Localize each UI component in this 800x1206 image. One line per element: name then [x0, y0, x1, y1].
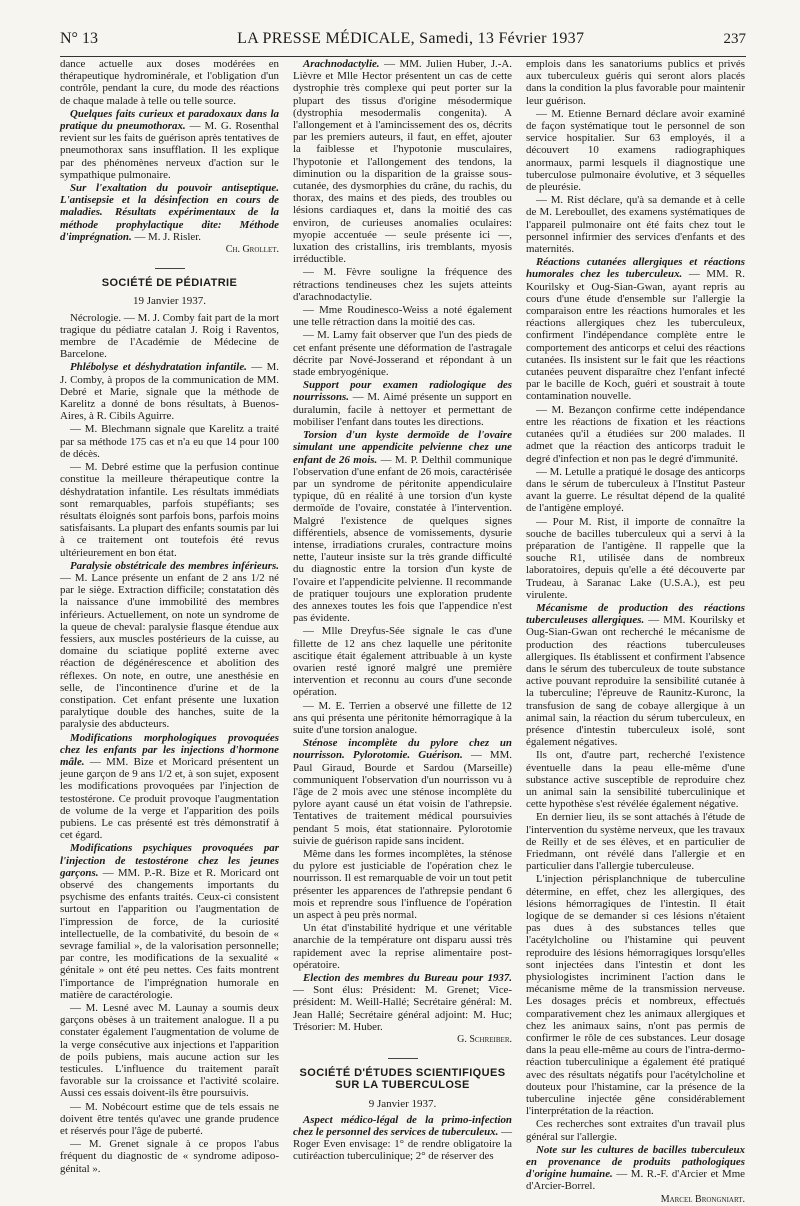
column-2 — [293, 58, 512, 1163]
paragraph-title: Note sur les cultures de bacilles tuberculeux en provenance de produits pathologiques d'origine humaine. — [526, 1143, 745, 1181]
paragraph — [293, 58, 512, 265]
paragraph — [60, 842, 279, 1001]
paragraph-text: — MM. Paul Giraud, Bourde et Sardou (Marseille) communiquent l'observation d'un nourrisson vu à l'âge de 2 mois avec une sténose incomplète du pylore ayant causé un état voisin de l'athrepsie. Tentatives de traitement médical poursuivies pendant 5 mois, état stationnaire. Pylorotomie suivie de guérison rapide sans incident. — [293, 749, 512, 847]
column-1 — [60, 58, 280, 1175]
paragraph — [293, 379, 512, 428]
paragraph-text: — M. J. Comby, à propos de la communication de MM. Debré et Marie, signale que la méthode de Karelitz a donné de bons résultats, à Buenos-Aires, à R. Cibils Aguirre. — [60, 361, 280, 423]
paragraph — [293, 429, 512, 624]
paragraph-title: Phlébolyse et déshydratation infantile. — [70, 361, 247, 374]
paragraph-text: — M. Aimé présente un support en duralumin, facile à nettoyer et permettant de mobiliser l'enfant dans toutes les directions. — [293, 391, 512, 428]
signature: G. Schreiber. — [457, 1034, 512, 1046]
paragraph: — M. Bezançon confirme cette indépendance entre les réactions de fixation et les réactions cutanées qu'il a étudiées sur 200 malades. Il admet que la réaction des anticorps traduit le degré d'infection et non pas le degré d'immunité. — [526, 403, 745, 465]
issue-number: N° 13 — [60, 30, 98, 47]
section-date: 19 Janvier 1937. — [132, 295, 206, 308]
signature: Ch. Grollet. — [225, 244, 279, 256]
paragraph: emplois dans les sanatoriums publics et privés aux tuberculeux guéris qui seront alors placés dans la condition la plus favorable pour maintenir leur guérison. — [526, 58, 745, 107]
journal-title: LA PRESSE MÉDICALE, Samedi, 13 Février 1937 — [237, 30, 585, 47]
paragraph: — M. E. Terrien a observé une fillette de 12 ans qui présenta une péritonite hémorragique à la suite d'une torsion analogue. — [293, 699, 512, 736]
paragraph — [526, 1144, 745, 1193]
paragraph-text: — M. Lance présente un enfant de 2 ans 1/2 né par le siège. Extraction difficile; constatation dès la naissance d'une immobilité des membres inférieurs. Actuellement, on note un syndrome de la queue de cheval: paralysie flasque étendue aux fessiers, aux muscles postérieurs de la cuisse, au domaine du sciatique poplité externe avec réaction de dégénérescence et abolition des réflexes. On note, en outre, une anesthésie en selle, de l'incontinence d'urine et de la constipation. Cet enfant présente une luxation paralytique double des hanches, suite de la paralysie des abducteurs. — [60, 571, 279, 731]
paragraph: Nécrologie. — M. J. Comby fait part de la mort tragique du pédiatre catalan J. Roig i Raventos, membre de l'Académie de Médecine de Barcelone. — [60, 311, 279, 361]
paragraph-text: — MM. Kourilsky et Oug-Sian-Gwan ont recherché le mécanisme de production des réactions tuberculeuses allergiques. Ils établissent et confirment l'absence dans le sérum des tuberculeux de toute substance active pouvant reproduire la sensibilité cutanée à la tuberculine; l'épreuve de Raunitz-Kuronc, la transfusion de sang de cobaye allergique à un animal sain, la réaction du sérum tuberculeux, en présence d'intestin tuberculeux isolé, sont également négatives. — [526, 614, 746, 749]
paragraph: — Pour M. Rist, il importe de connaître la souche de bacilles tuberculeux qui a servi à la préparation de l'antigène. Il rappelle que la souche R1, utilisée dans de nombreux laboratoires, depuis qu'elle a été découverte par Trudeau, à Saranac Lake (U.S.A.), est peu virulente. — [526, 515, 745, 601]
paragraph-text: — M. P. Delthil communique l'observation d'une enfant de 26 mois, caractérisée par un syndrome de péritonite appendiculaire typique, dû en réalité à une torsion d'un kyste dermoïde de l'ovaire, constatée à l'intervention. Malgré l'existence de quelques signes différentiels, absence de vomissements, dysurie intense, irradiations crurales, contracture moins nette, l'auteur insiste sur la très grande difficulté du diagnostic entre la torsion d'un kyste de l'ovaire et l'appendicite pelvienne. Il recommande de pratiquer toujours une exploration prudente des annexes toutes les fois que l'appendice n'est pas évidente. — [293, 453, 512, 625]
paragraph — [60, 361, 279, 422]
paragraph: — M. Debré estime que la perfusion continue constitue la meilleure thérapeutique contre la déshydratation infantile. Les résultats immédiats sont remarquables, parfois stupéfiants; ses résultats éloignés sont parfois bons, parfois moins satisfaisants. La plupart des enfants soumis par lui à ce traitement ont toutefois été revus ultérieurement en bon état. — [60, 461, 279, 559]
paragraph-title: Election des membres du Bureau pour 1937. — [303, 972, 512, 985]
paragraph-title: Quelques faits curieux et paradoxaux dans la pratique du pneumothorax. — [60, 107, 279, 133]
paragraph-text: — MM. P.-R. Bize et R. Moricard ont observé des changements importants du psychisme des enfants traités. Ceux-ci consistent surtout en l'apparition ou l'augmentation de l'impression de force, de la curiosité intellectuelle, de la combativité, du besoin de « sevrage familial », de la valorisation personnelle; par contre, les modifications de la sexualité « génitale » ont été peu nettes. Ces faits montrent l'importance de l'imprégnation humorale en matière de caractérologie. — [60, 866, 279, 1001]
paragraph: — M. Grenet signale à ce propos l'abus fréquent du diagnostic de « syndrome adiposo-génital ». — [60, 1138, 279, 1175]
paragraph: — M. Rist déclare, qu'à sa demande et à celle de M. Lereboullet, des examens systématiques de l'appareil pulmonaire ont été faits chez tout le personnel infirmier des services d'enfants et des maternités. — [526, 194, 745, 256]
paragraph — [526, 256, 745, 402]
paragraph — [60, 560, 279, 731]
paragraph: — M. Blechmann signale que Karelitz a traité par sa méthode 175 cas et n'a eu que 14 pour 100 de décès. — [60, 423, 279, 460]
paragraph: Ils ont, d'autre part, recherché l'existence éventuelle dans la peau elle-même d'une substance active susceptible de reproduire chez un animal sain la sensibilité tuberculinique et cette hypothèse s'est révélée également négative. — [526, 749, 745, 811]
paragraph: — M. Lesné avec M. Launay a soumis deux garçons obèses à un traitement analogue. Il a pu constater également l'augmentation de volume de la verge consécutive aux injections et l'apparition de poils pubiens, mais aucune action sur les testicules. L'influence du traitement paraît favorable sur la croissance et l'activité scolaire. Aussi ces essais doivent-ils être poursuivis. — [60, 1002, 279, 1100]
paragraph — [60, 108, 279, 181]
page-header — [60, 30, 746, 57]
paragraph: dance actuelle aux doses modérées en thérapeutique hydrominérale, et l'obligation d'un contrôle, pendant la cure, du mode des réactions de chaque malade à telle ou telle source. — [60, 58, 279, 107]
paragraph-text: — Sont élus: Président: M. Grenet; Vice-président: M. Weill-Hallé; Secrétaire général: M. Jean Hallé; Secrétaire général adjoint: M. Huc; Trésorier: M. Huber. — [293, 984, 512, 1033]
paragraph — [293, 1114, 512, 1163]
section-heading — [60, 268, 279, 289]
page-number: 237 — [723, 31, 746, 47]
section-title: SUR LA TUBERCULOSE — [335, 1079, 470, 1092]
paragraph-text: — MM. Bize et Moricard présentent un jeune garçon de 9 ans 1/2 et, à son sujet, exposent les modifications provoquées par l'injection de testostérone. Ce produit provoque l'augmentation de volume de la verge et l'apparition des poils pubiens. Le cas présenté est très démonstratif à cet égard. — [60, 755, 279, 842]
paragraph-title: Modifications morphologiques provoquées chez les enfants par les injections d'hormone mâle. — [60, 731, 279, 768]
paragraph-title: Sur l'exaltation du pouvoir antiseptique. L'antisepsie et la désinfection en cours de maladies. Résultats expérimentaux de la méthode prophylactique dite: Méthode d'imprégnation. — [60, 182, 279, 243]
paragraph: — Mme Roudinesco-Weiss a noté également une telle rétraction dans la moitié des cas. — [293, 304, 512, 329]
paragraph: — M. Nobécourt estime que de tels essais ne doivent être tentés qu'avec une grande prudence et réservés pour l'âge de puberté. — [60, 1100, 279, 1138]
paragraph-title: Support pour examen radiologique des nourrissons. — [293, 379, 512, 404]
paragraph: — M. Letulle a pratiqué le dosage des anticorps dans le sérum de tuberculeux à l'Institut Pasteur avant la guerre. Le résultat dépend de la qualité de l'antigène employé. — [526, 465, 745, 515]
paragraph-text: — M. R.-F. d'Arcier et Mme d'Arcier-Borrel. — [526, 1168, 745, 1193]
paragraph-text: — MM. R. Kourilsky et Oug-Sian-Gwan, ayant repris au cours d'une étude d'ensemble sur l'allergie la comparaison entre les réactions humorales et les réactions allergiques chez les tuberculeux, confirment l'indépendance complète entre le comportement des anticorps et celui des réactions cutanées. Ils insistent sur le fait que les réactions cutanées peuvent disparaître chez l'enfant infecté par le bacille de Koch, guéri et soustrait à toute contamination nouvelle. — [526, 268, 745, 403]
paragraph — [60, 732, 279, 842]
paragraph — [293, 737, 512, 847]
paragraph: En dernier lieu, ils se sont attachés à l'étude de l'intervention du système nerveux, que les travaux de Reilly et de ses élèves, et en particulier de Friedmann, ont révélé dans l'allergie et en particulier dans l'allergie tuberculeuse. — [526, 811, 745, 873]
paragraph: Même dans les formes incomplètes, la sténose du pylore est justiciable de l'opération chez le nourrisson. Il est remarquable de voir un tout petit présenter les apparences de l'athrepsie pendant 6 mois et reprendre sous l'influence de l'opération un aspect à peu près normal. — [293, 848, 512, 922]
paragraph-title: Modifications psychiques provoquées par l'injection de testostérone chez les jeunes garçons. — [60, 842, 279, 879]
paragraph-text: — MM. Julien Huber, J.-A. Lièvre et Mlle Hector présentent un cas de cette dystrophie très complexe qui peut porter sur la plupart des tissus d'origine mésodermique (dystrophia mesodermalis congenita). A l'allongement et à l'amincissement des os, décrits par les premiers auteurs, il faut, en effet, ajouter la faiblesse et l'hypotonie musculaires, l'hypotonie et l'allongement des tendons, la diminution ou la disparition de la graisse sous-cutanée, des dysmorphies du crâne, du rachis, du thorax, des mains et des pieds, des troubles ou lésions cardiaques et, dans la moitié des cas environ, de curieuses anomalies oculaires: myopie accentuée — seule présente ici —, luxation des cristallins, iris tremblants, myosis irréductible. — [293, 58, 512, 266]
paragraph: Ces recherches sont extraites d'un travail plus général sur l'allergie. — [526, 1118, 745, 1143]
divider — [155, 268, 185, 269]
paragraph-title: Aspect médico-légal de la primo-infection chez le personnel des services de tuberculeux. — [293, 1113, 512, 1139]
paragraph-text: — M. J. Risler. — [131, 230, 202, 243]
paragraph-title: Sténose incomplète du pylore chez un nourrisson. Pylorotomie. Guérison. — [293, 737, 512, 762]
paragraph-title: Torsion d'un kyste dermoïde de l'ovaire simulant une appendicite pelvienne chez une enfant de 26 mois. — [293, 429, 512, 466]
section-title: SOCIÉTÉ D'ÉTUDES SCIENTIFIQUES — [299, 1067, 506, 1080]
section-heading — [293, 1058, 512, 1091]
paragraph — [526, 602, 745, 748]
paragraph: — Mlle Dreyfus-Sée signale le cas d'une fillette de 12 ans chez laquelle une péritonite ascitique était également attribuable à un kyste ovarien resté ignoré malgré une première intervention et reconnu au cours d'une seconde opération. — [293, 625, 512, 699]
column-3 — [526, 58, 746, 1205]
section-date: 9 Janvier 1937. — [368, 1097, 437, 1110]
signature: Marcel Brongniart. — [660, 1193, 745, 1205]
paragraph-title: Réactions cutanées allergiques et réactions humorales chez les tuberculeux. — [526, 256, 745, 281]
paragraph: — M. Fèvre souligne la fréquence des rétractions tendineuses chez les sujets atteints d'arachnodactylie. — [293, 266, 512, 303]
paragraph: Un état d'instabilité hydrique et une véritable anarchie de la température ont disparu aussi très rapidement avec la reprise alimentaire post-opératoire. — [293, 922, 512, 971]
paragraph-title: Arachnodactylie. — [303, 58, 380, 70]
paragraph — [60, 182, 279, 243]
divider — [388, 1058, 418, 1059]
paragraph-title: Paralysie obstétricale des membres inférieurs. — [70, 559, 279, 572]
paragraph: — M. Etienne Bernard déclare avoir examiné de façon systématique tout le personnel de son service hospitalier. Sur 63 employés, il a découvert 10 examens radiographiques anormaux, parmi lesquels il diagnostique une tuberculose pulmonaire évolutive, et 3 séquelles de pleurésie. — [526, 107, 745, 194]
paragraph-text: — M. G. Rosenthal revient sur les faits de guérison après tentatives de pneumothorax sans insufflation. Il les explique par des phénomènes nerveux d'action sur le sympathique pulmonaire. — [60, 120, 279, 181]
paragraph: — M. Lamy fait observer que l'un des pieds de cet enfant présente une déformation de l'astragale décrite par Nové-Josserand et répondant à un stade embryogénique. — [293, 329, 512, 379]
paragraph — [293, 972, 512, 1033]
paragraph-title: Mécanisme de production des réactions tuberculeuses allergiques. — [526, 601, 745, 627]
section-title: SOCIÉTÉ DE PÉDIATRIE — [101, 277, 238, 290]
paragraph: L'injection périsplanchnique de tuberculine détermine, en effet, chez les allergiques, des lésions hémorragiques de l'intestin. Il était logique de se demander si ces lésions n'étaient pas dues à des substances telles que l'acétylcholine ou l'histamine qui peuvent reproduire des lésions hémorragiques lorsqu'elles sont injectées dans l'intestin et dont les physiologistes incriminent l'action dans le mécanisme même de la transmission nerveuse. Les dosages précis et nombreux, effectués comparativement chez les animaux allergiques et chez les animaux sains, n'ont pas permis de confirmer le rôle de ces substances. Leur dosage dans la peau elle-même au cours de l'intra-dermo-réaction tuberculinique a également été pratiqué avec des résultats négatifs pour l'acétylcholine et douteux pour l'histamine, car la présence de la tuberculine injectée gêne considérablement l'interprétation de la réaction. — [526, 873, 745, 1118]
article-columns — [60, 58, 746, 1205]
paragraph-text: — Roger Even envisage: 1° de rendre obligatoire la cutiréaction tuberculinique; 2° de réserver des — [293, 1126, 512, 1163]
